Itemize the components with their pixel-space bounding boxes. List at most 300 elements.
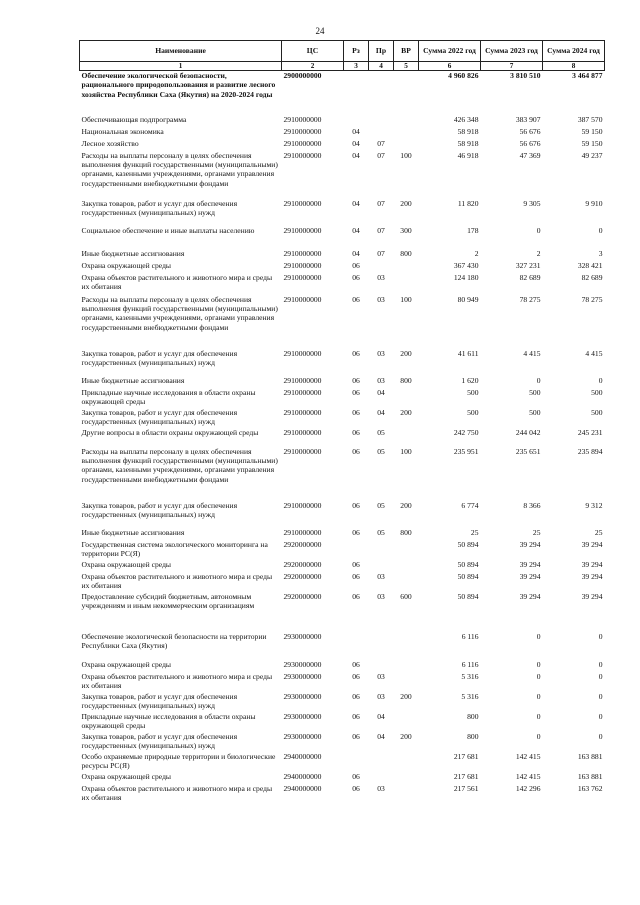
- row-rz: 04: [352, 225, 360, 235]
- row-sum-2022: 5 316: [461, 671, 479, 681]
- row-sum-2024: 39 294: [581, 591, 603, 601]
- table-row: [80, 199, 605, 226]
- table-row: [80, 672, 605, 692]
- row-vr: 800: [400, 527, 412, 537]
- row-sum-2024: 39 294: [581, 571, 603, 581]
- row-sum-2022: 178: [467, 225, 479, 235]
- row-vr: [394, 772, 419, 784]
- row-name: Обеспечение экологической безопасности на территории Республики Саха (Якутия): [81, 631, 267, 650]
- row-sum-2022: 124 180: [453, 272, 479, 282]
- row-name: Закупка товаров, работ и услуг для обеспечения государственных (муниципальных) нужд: [81, 348, 238, 367]
- row-pr: 03: [377, 294, 385, 304]
- table-row: [80, 139, 605, 151]
- row-sum-2024: 163 881: [577, 771, 603, 781]
- row-vr: [394, 139, 419, 151]
- row-rz: [344, 115, 369, 127]
- row-name: Обеспечивающая подпрограмма: [81, 114, 187, 124]
- row-cs: 2930000000: [283, 671, 322, 681]
- row-sum-2022: 41 611: [457, 348, 479, 358]
- row-sum-2022: 2: [474, 248, 479, 258]
- row-pr: 03: [377, 671, 385, 681]
- column-number: 2: [282, 62, 344, 71]
- row-sum-2024: 0: [598, 711, 603, 721]
- row-sum-2024: 59 150: [581, 126, 603, 136]
- row-sum-2022: 217 681: [453, 771, 479, 781]
- row-sum-2022: 25: [470, 527, 479, 537]
- row-pr: 04: [377, 731, 385, 741]
- row-sum-2024: 163 762: [577, 783, 603, 793]
- row-sum-2024: 0: [598, 671, 603, 681]
- row-rz: 04: [352, 198, 360, 208]
- table-row: [80, 115, 605, 127]
- row-sum-2024: 3 464 877: [572, 71, 603, 80]
- row-rz: 06: [352, 387, 360, 397]
- row-vr: 200: [400, 407, 412, 417]
- row-sum-2023: 8 366: [523, 500, 541, 510]
- row-sum-2023: 47 369: [519, 150, 541, 160]
- row-cs: 2910000000: [283, 138, 322, 148]
- row-name: Охрана объектов растительного и животного мира и среды их обитания: [81, 272, 273, 291]
- table-row: [80, 226, 605, 249]
- row-pr: 03: [377, 691, 385, 701]
- row-vr: [394, 540, 419, 560]
- row-rz: 06: [352, 348, 360, 358]
- table-row: [80, 592, 605, 632]
- row-sum-2023: 39 294: [519, 571, 541, 581]
- header-rz: Рз: [344, 41, 369, 62]
- table-row: [80, 388, 605, 408]
- row-cs: 2910000000: [283, 248, 322, 258]
- row-sum-2022: 50 894: [457, 571, 479, 581]
- row-pr: 07: [377, 198, 385, 208]
- row-pr: 07: [377, 138, 385, 148]
- row-pr: [369, 660, 394, 672]
- row-rz: [344, 632, 369, 660]
- row-name: Охрана объектов растительного и животного мира и среды их обитания: [81, 783, 273, 802]
- row-cs: 2910000000: [283, 198, 322, 208]
- row-cs: 2910000000: [283, 348, 322, 358]
- row-cs: 2920000000: [283, 539, 322, 549]
- row-vr: 200: [400, 348, 412, 358]
- row-name: Особо охраняемые природные территории и биологические ресурсы РС(Я): [81, 751, 276, 770]
- row-sum-2023: 0: [536, 691, 541, 701]
- table-row: [80, 540, 605, 560]
- row-vr: 300: [400, 225, 412, 235]
- row-cs: 2910000000: [283, 375, 322, 385]
- row-pr: [369, 127, 394, 139]
- row-sum-2024: 9 910: [585, 198, 603, 208]
- row-rz: 06: [352, 294, 360, 304]
- table-header-row: [80, 41, 605, 62]
- row-cs: 2910000000: [283, 407, 322, 417]
- column-number: 5: [394, 62, 419, 71]
- row-sum-2022: 4 960 826: [448, 71, 479, 80]
- row-sum-2024: 328 421: [577, 260, 603, 270]
- row-name: Охрана окружающей среды: [81, 559, 172, 569]
- row-sum-2022: 50 894: [457, 559, 479, 569]
- table-row: [80, 249, 605, 261]
- row-vr: 100: [400, 150, 412, 160]
- row-sum-2024: 59 150: [581, 138, 603, 148]
- row-sum-2022: 500: [467, 387, 479, 397]
- row-name: Прикладные научные исследования в области охраны окружающей среды: [81, 711, 256, 730]
- row-sum-2023: 0: [536, 659, 541, 669]
- row-sum-2024: 78 275: [581, 294, 603, 304]
- header-pr: Пр: [369, 41, 394, 62]
- row-sum-2022: 6 774: [461, 500, 479, 510]
- row-rz: 04: [352, 138, 360, 148]
- row-rz: 06: [352, 375, 360, 385]
- row-rz: 06: [352, 527, 360, 537]
- row-vr: [394, 712, 419, 732]
- row-pr: 05: [377, 427, 385, 437]
- row-name: Охрана объектов растительного и животного мира и среды их обитания: [81, 571, 273, 590]
- row-vr: [394, 632, 419, 660]
- row-cs: 2910000000: [283, 114, 322, 124]
- row-name: Национальная экономика: [81, 126, 164, 136]
- row-pr: [369, 560, 394, 572]
- row-sum-2022: 800: [467, 711, 479, 721]
- row-sum-2023: 56 676: [519, 126, 541, 136]
- row-sum-2023: 383 907: [515, 114, 541, 124]
- table-body: [80, 71, 605, 804]
- row-pr: 04: [377, 407, 385, 417]
- row-rz: 06: [352, 500, 360, 510]
- table-row: [80, 752, 605, 772]
- row-sum-2024: 25: [594, 527, 603, 537]
- row-sum-2022: 367 430: [453, 260, 479, 270]
- row-pr: 04: [377, 387, 385, 397]
- row-pr: 03: [377, 348, 385, 358]
- row-vr: [394, 388, 419, 408]
- row-name: Закупка товаров, работ и услуг для обеспечения государственных (муниципальных) нужд: [81, 407, 238, 426]
- row-pr: 03: [377, 783, 385, 793]
- row-sum-2023: 0: [536, 225, 541, 235]
- row-name: Расходы на выплаты персоналу в целях обеспечения выполнения функций государственными (муниципальными) органами, казенными учреждениями, органами управления государственными внебюджетными фондами: [81, 294, 278, 332]
- row-sum-2023: 3 810 510: [510, 71, 541, 80]
- table-row: [80, 376, 605, 388]
- row-vr: 200: [400, 731, 412, 741]
- header-name: Наименование: [80, 41, 282, 62]
- row-sum-2022: 800: [467, 731, 479, 741]
- row-cs: 2910000000: [283, 387, 322, 397]
- header-sum-2022: Сумма 2022 год: [419, 41, 481, 62]
- table-row: [80, 295, 605, 349]
- row-sum-2023: 2: [536, 248, 541, 258]
- row-name: Иные бюджетные ассигнования: [81, 527, 185, 537]
- row-sum-2023: 39 294: [519, 539, 541, 549]
- row-sum-2022: 11 820: [457, 198, 479, 208]
- row-sum-2022: 50 894: [457, 591, 479, 601]
- row-pr: [369, 261, 394, 273]
- table-row: [80, 447, 605, 501]
- row-rz: 06: [352, 427, 360, 437]
- row-vr: [394, 71, 419, 115]
- budget-table: [79, 40, 605, 804]
- row-pr: 03: [377, 571, 385, 581]
- row-rz: 06: [352, 783, 360, 793]
- row-sum-2024: 245 231: [577, 427, 603, 437]
- row-rz: 06: [352, 446, 360, 456]
- row-name: Лесное хозяйство: [81, 138, 139, 148]
- row-name: Расходы на выплаты персоналу в целях обеспечения выполнения функций государственными (муниципальными) органами, казенными учреждениями, органами управления государственными внебюджетными фондами: [81, 446, 278, 484]
- row-cs: 2910000000: [283, 260, 322, 270]
- row-sum-2022: 80 949: [457, 294, 479, 304]
- row-sum-2024: 235 894: [577, 446, 603, 456]
- table-row: [80, 428, 605, 447]
- column-number-row: [80, 62, 605, 71]
- row-vr: [394, 115, 419, 127]
- row-cs: 2910000000: [283, 272, 322, 282]
- row-name: Государственная система экологического мониторинга на территории РС(Я): [81, 539, 268, 558]
- row-name: Охрана окружающей среды: [81, 659, 172, 669]
- row-cs: 2940000000: [283, 771, 322, 781]
- row-pr: [369, 632, 394, 660]
- row-sum-2024: 0: [598, 631, 603, 641]
- row-pr: 07: [377, 225, 385, 235]
- row-cs: 2910000000: [283, 446, 322, 456]
- row-sum-2023: 56 676: [519, 138, 541, 148]
- row-sum-2022: 50 894: [457, 539, 479, 549]
- table-row: [80, 772, 605, 784]
- page-number: 24: [315, 26, 325, 36]
- row-rz: 06: [352, 711, 360, 721]
- row-sum-2023: 4 415: [523, 348, 541, 358]
- row-sum-2022: 5 316: [461, 691, 479, 701]
- row-cs: 2900000000: [283, 71, 322, 80]
- row-vr: [394, 660, 419, 672]
- row-sum-2023: 142 296: [515, 783, 541, 793]
- row-pr: 03: [377, 272, 385, 282]
- row-cs: 2930000000: [283, 731, 322, 741]
- row-name: Охрана объектов растительного и животного мира и среды их обитания: [81, 671, 273, 690]
- row-sum-2022: 217 681: [453, 751, 479, 761]
- row-cs: 2920000000: [283, 591, 322, 601]
- row-sum-2022: 235 951: [453, 446, 479, 456]
- row-pr: 05: [377, 500, 385, 510]
- row-sum-2022: 500: [467, 407, 479, 417]
- row-sum-2023: 0: [536, 731, 541, 741]
- row-sum-2022: 58 918: [457, 126, 479, 136]
- row-name: Иные бюджетные ассигнования: [81, 248, 185, 258]
- row-sum-2024: 500: [591, 407, 603, 417]
- row-cs: 2910000000: [283, 225, 322, 235]
- row-rz: 06: [352, 407, 360, 417]
- row-rz: 06: [352, 272, 360, 282]
- row-name: Охрана окружающей среды: [81, 260, 172, 270]
- row-cs: 2930000000: [283, 659, 322, 669]
- row-sum-2023: 235 651: [515, 446, 541, 456]
- row-vr: [394, 572, 419, 592]
- table-row: [80, 692, 605, 712]
- row-sum-2023: 327 231: [515, 260, 541, 270]
- row-pr: [369, 540, 394, 560]
- row-cs: 2910000000: [283, 427, 322, 437]
- row-name: Охрана окружающей среды: [81, 771, 172, 781]
- row-cs: 2930000000: [283, 711, 322, 721]
- row-rz: 04: [352, 126, 360, 136]
- table-row: [80, 660, 605, 672]
- row-sum-2023: 142 415: [515, 771, 541, 781]
- row-sum-2022: 46 918: [457, 150, 479, 160]
- row-sum-2024: 0: [598, 375, 603, 385]
- row-sum-2023: 39 294: [519, 559, 541, 569]
- row-pr: 07: [377, 150, 385, 160]
- row-rz: 06: [352, 559, 360, 569]
- table-row: [80, 501, 605, 528]
- table-row: [80, 261, 605, 273]
- row-sum-2024: 39 294: [581, 539, 603, 549]
- row-sum-2024: 0: [598, 659, 603, 669]
- row-cs: 2910000000: [283, 527, 322, 537]
- row-sum-2024: 82 689: [581, 272, 603, 282]
- table-row: [80, 71, 605, 115]
- row-sum-2023: 244 042: [515, 427, 541, 437]
- row-cs: 2920000000: [283, 559, 322, 569]
- table-row: [80, 784, 605, 804]
- table-row: [80, 349, 605, 376]
- row-rz: 06: [352, 771, 360, 781]
- row-vr: [394, 428, 419, 447]
- row-pr: [369, 752, 394, 772]
- row-rz: 06: [352, 691, 360, 701]
- row-sum-2023: 142 415: [515, 751, 541, 761]
- row-sum-2024: 4 415: [585, 348, 603, 358]
- header-sum-2023: Сумма 2023 год: [481, 41, 543, 62]
- column-number: 8: [543, 62, 605, 71]
- row-vr: 800: [400, 375, 412, 385]
- row-pr: [369, 71, 394, 115]
- column-number: 4: [369, 62, 394, 71]
- row-vr: 800: [400, 248, 412, 258]
- row-pr: 03: [377, 375, 385, 385]
- table-row: [80, 528, 605, 540]
- row-sum-2022: 1 620: [461, 375, 479, 385]
- row-sum-2023: 82 689: [519, 272, 541, 282]
- row-rz: 06: [352, 571, 360, 581]
- table-row: [80, 712, 605, 732]
- row-sum-2023: 9 305: [523, 198, 541, 208]
- row-cs: 2910000000: [283, 294, 322, 304]
- row-pr: [369, 115, 394, 127]
- row-vr: [394, 560, 419, 572]
- row-sum-2023: 0: [536, 671, 541, 681]
- row-vr: [394, 127, 419, 139]
- row-vr: 200: [400, 691, 412, 701]
- row-name: Расходы на выплаты персоналу в целях обеспечения выполнения функций государственными (муниципальными) органами, казенными учреждениями, органами управления государственными внебюджетными фондами: [81, 150, 278, 188]
- row-name: Закупка товаров, работ и услуг для обеспечения государственных (муниципальных) нужд: [81, 198, 238, 217]
- row-sum-2022: 426 348: [453, 114, 479, 124]
- header-sum-2024: Сумма 2024 год: [543, 41, 605, 62]
- table-row: [80, 151, 605, 199]
- row-sum-2023: 78 275: [519, 294, 541, 304]
- row-rz: 06: [352, 731, 360, 741]
- row-vr: [394, 273, 419, 295]
- row-rz: [344, 540, 369, 560]
- table-row: [80, 273, 605, 295]
- row-pr: 05: [377, 446, 385, 456]
- row-sum-2024: 500: [591, 387, 603, 397]
- row-sum-2022: 6 116: [461, 631, 479, 641]
- row-name: Другие вопросы в области охраны окружающей среды: [81, 427, 259, 437]
- row-name: Обеспечение экологической безопасности, рационального природопользования и развитие лесного хозяйства Республики Саха (Якутия) на 2020-2024 годы: [81, 71, 276, 99]
- row-pr: 03: [377, 591, 385, 601]
- row-name: Закупка товаров, работ и услуг для обеспечения государственных (муниципальных) нужд: [81, 731, 238, 750]
- row-sum-2023: 0: [536, 375, 541, 385]
- row-vr: [394, 261, 419, 273]
- row-vr: 100: [400, 446, 412, 456]
- table-row: [80, 560, 605, 572]
- row-name: Закупка товаров, работ и услуг для обеспечения государственных (муниципальных) нужд: [81, 691, 238, 710]
- row-sum-2023: 0: [536, 711, 541, 721]
- row-pr: 05: [377, 527, 385, 537]
- column-number: 3: [344, 62, 369, 71]
- row-vr: 200: [400, 198, 412, 208]
- row-name: Социальное обеспечение и иные выплаты населению: [81, 225, 255, 235]
- table-row: [80, 732, 605, 752]
- row-vr: 200: [400, 500, 412, 510]
- row-sum-2024: 49 237: [581, 150, 603, 160]
- row-cs: 2940000000: [283, 751, 322, 761]
- row-rz: 06: [352, 671, 360, 681]
- row-sum-2022: 217 561: [453, 783, 479, 793]
- row-cs: 2930000000: [283, 631, 322, 641]
- row-name: Предоставление субсидий бюджетным, автономным учреждениям и иным некоммерческим организациям: [81, 591, 255, 610]
- row-vr: 600: [400, 591, 412, 601]
- row-name: Прикладные научные исследования в области охраны окружающей среды: [81, 387, 256, 406]
- row-cs: 2930000000: [283, 691, 322, 701]
- row-name: Иные бюджетные ассигнования: [81, 375, 185, 385]
- table-row: [80, 127, 605, 139]
- row-sum-2023: 500: [529, 387, 541, 397]
- row-sum-2024: 3: [598, 248, 603, 258]
- row-sum-2022: 6 116: [461, 659, 479, 669]
- row-rz: [344, 752, 369, 772]
- header-vr: ВР: [394, 41, 419, 62]
- row-vr: [394, 784, 419, 804]
- row-rz: [344, 71, 369, 115]
- row-pr: 04: [377, 711, 385, 721]
- row-sum-2023: 500: [529, 407, 541, 417]
- row-sum-2023: 39 294: [519, 591, 541, 601]
- row-sum-2024: 0: [598, 731, 603, 741]
- row-cs: 2910000000: [283, 500, 322, 510]
- table-row: [80, 572, 605, 592]
- row-sum-2024: 39 294: [581, 559, 603, 569]
- row-rz: 04: [352, 150, 360, 160]
- row-sum-2023: 0: [536, 631, 541, 641]
- row-sum-2024: 9 312: [585, 500, 603, 510]
- row-sum-2024: 0: [598, 225, 603, 235]
- row-cs: 2910000000: [283, 126, 322, 136]
- row-rz: 06: [352, 659, 360, 669]
- row-sum-2024: 163 881: [577, 751, 603, 761]
- column-number: 7: [481, 62, 543, 71]
- column-number: 6: [419, 62, 481, 71]
- row-cs: 2940000000: [283, 783, 322, 793]
- row-cs: 2910000000: [283, 150, 322, 160]
- row-name: Закупка товаров, работ и услуг для обеспечения государственных (муниципальных) нужд: [81, 500, 238, 519]
- table-row: [80, 632, 605, 660]
- header-cs: ЦС: [282, 41, 344, 62]
- row-pr: [369, 772, 394, 784]
- row-rz: 06: [352, 591, 360, 601]
- row-sum-2023: 25: [532, 527, 541, 537]
- row-rz: 06: [352, 260, 360, 270]
- row-pr: 07: [377, 248, 385, 258]
- row-vr: [394, 672, 419, 692]
- row-sum-2024: 0: [598, 691, 603, 701]
